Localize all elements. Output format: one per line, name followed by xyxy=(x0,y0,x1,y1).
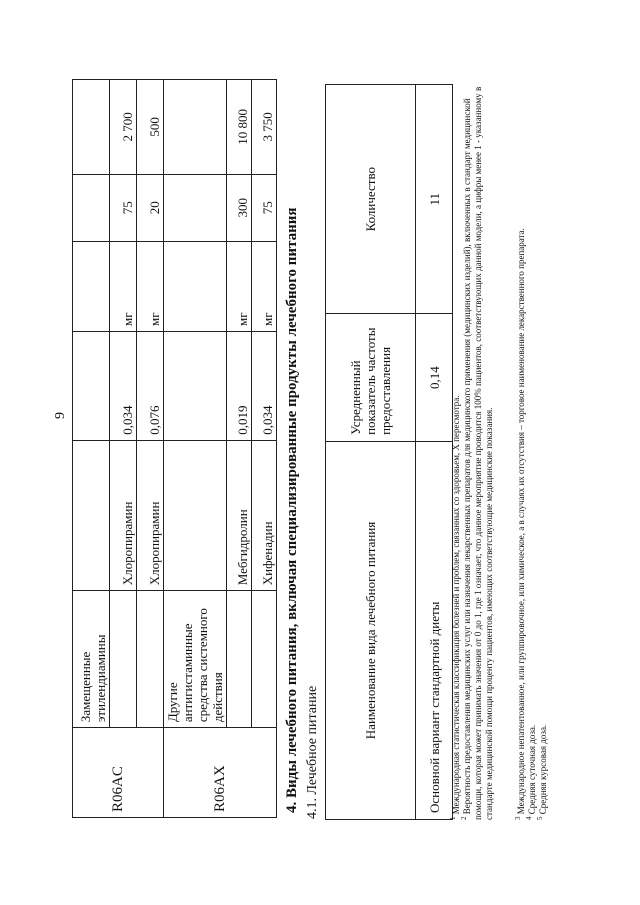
table-row xyxy=(164,80,227,818)
drug-dose: 0,034 xyxy=(110,331,137,440)
drug-total: 3 750 xyxy=(252,80,277,175)
drug-dose: 0,019 xyxy=(227,331,252,440)
footnote: $^1$ Международная статистическая классификация болезней и проблем, связанных со здоровьем, X пересмотра. xyxy=(449,395,461,820)
drug-name: Мебгидролин xyxy=(227,440,252,591)
drug-total: 500 xyxy=(137,80,164,175)
drug-unit: мг xyxy=(137,241,164,331)
drug-dose: 0,034 xyxy=(252,331,277,440)
column-header: Наименование вида лечебного питания xyxy=(326,441,416,819)
table-row xyxy=(416,85,453,820)
table-row xyxy=(137,80,164,818)
drug-unit xyxy=(164,241,227,331)
column-header: Количество xyxy=(326,85,416,314)
footnote: $^3$ Международное непатентованное, или группировочное, или химическое, а в случаях их отсутствия – торговое наименование лекарственного препарата. xyxy=(514,228,526,820)
drug-qty: 75 xyxy=(252,174,277,241)
section-title: 4. Виды лечебного питания, включая специализированные продукты лечебного питания xyxy=(284,207,300,813)
table-row xyxy=(227,80,252,818)
footnote: $^5$ Средняя курсовая доза. xyxy=(536,724,548,820)
diet-frequency: 0,14 xyxy=(416,314,453,442)
drug-total: 10 800 xyxy=(227,80,252,175)
drug-qty xyxy=(73,174,110,241)
table-header-row xyxy=(326,85,416,820)
drug-group xyxy=(252,591,277,728)
drug-total: 2 700 xyxy=(110,80,137,175)
drug-qty: 75 xyxy=(110,174,137,241)
drug-group: Другие антигистаминные средства системного действия xyxy=(164,591,227,728)
footnote: $^4$ Средняя суточная доза. xyxy=(525,724,537,820)
column-header: Усредненный показатель частоты предоставления xyxy=(326,314,416,442)
drug-group xyxy=(110,591,137,728)
diet-quantity: 11 xyxy=(416,85,453,314)
drug-dose xyxy=(164,331,227,440)
drug-group xyxy=(227,591,252,728)
drug-qty: 300 xyxy=(227,174,252,241)
drug-qty: 20 xyxy=(137,174,164,241)
table-row xyxy=(110,80,137,818)
page-number: 9 xyxy=(53,412,68,419)
drug-name: Хифенадин xyxy=(252,440,277,591)
drug-unit: мг xyxy=(227,241,252,331)
drug-unit: мг xyxy=(110,241,137,331)
drug-dose xyxy=(73,331,110,440)
drug-name xyxy=(73,440,110,591)
table-row xyxy=(73,80,110,818)
footnote: $^2$ Вероятность предоставления медицинских услуг или назначения лекарственных препаратов для медицинского применения (медицинских изделий), включенных в стандарт медицинской помощи, которая может принимать значения от 0 до 1, где 1 означает, что данное мероприятие проводится 100% пациентов, соответствующих данной модели, а цифры менее 1 - указанному в стандарте медицинской помощи проценту пациентов, имеющих соответствующие медицинские показания. xyxy=(460,86,494,820)
drug-total xyxy=(73,80,110,175)
drug-table xyxy=(72,79,277,818)
atc-code: R06AX xyxy=(164,728,277,818)
atc-code: R06AC xyxy=(73,728,164,818)
drug-unit xyxy=(73,241,110,331)
drug-group: Замещенные этилендиамины xyxy=(73,591,110,728)
nutrition-table xyxy=(325,84,453,820)
drug-name xyxy=(164,440,227,591)
diet-name: Основной вариант стандартной диеты xyxy=(416,441,453,819)
table-row xyxy=(252,80,277,818)
drug-group xyxy=(137,591,164,728)
drug-qty xyxy=(164,174,227,241)
drug-dose: 0,076 xyxy=(137,331,164,440)
drug-unit: мг xyxy=(252,241,277,331)
drug-name: Хлоропирамин xyxy=(110,440,137,591)
drug-total xyxy=(164,80,227,175)
subsection-title: 4.1. Лечебное питание xyxy=(305,685,320,819)
drug-name: Хлоропирамин xyxy=(137,440,164,591)
